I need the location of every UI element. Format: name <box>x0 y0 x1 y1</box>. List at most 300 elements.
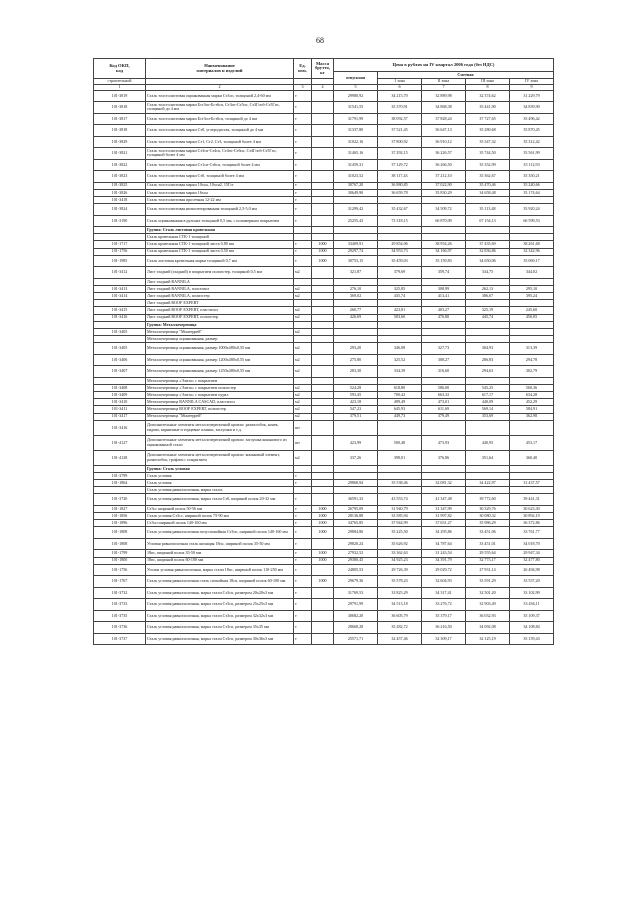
cell-unit: т <box>294 633 312 645</box>
table-row <box>94 377 554 384</box>
cell-price-supplier <box>334 321 378 328</box>
cell-code: 101-4128 <box>94 450 146 465</box>
cell-price-zone-2: 37 651,27 <box>422 520 466 527</box>
cell-price-zone-4: 35 159,43 <box>510 633 554 645</box>
cell-price-zone-1: 35 282,72 <box>378 622 422 634</box>
cell-price-zone-3 <box>466 487 510 494</box>
cell-unit: т <box>294 622 312 634</box>
table-row <box>94 413 554 420</box>
cell-code: 101-3733 <box>94 599 146 611</box>
cell-price-zone-1: 35 225,50 <box>378 527 422 539</box>
cell-name: Сталь оцинкованная в рулонах толщиной 0,5 мм, с полимерным покрытием <box>146 215 294 227</box>
cell-price-supplier: 275,80 <box>334 354 378 366</box>
cell-mass <box>312 102 334 114</box>
cell-price-supplier: 30767,20 <box>334 182 378 189</box>
cell-price-zone-4: 36 372,86 <box>510 520 554 527</box>
cell-price-zone-2: 38 954,26 <box>422 241 466 248</box>
cell-code: 101-3417 <box>94 413 146 420</box>
cell-code <box>94 234 146 241</box>
cell-price-zone-1: 38 092,57 <box>378 113 422 125</box>
table-row <box>94 125 554 137</box>
cell-price-zone-4 <box>510 328 554 335</box>
cell-mass <box>312 267 334 279</box>
cell-price-zone-2: 476,80 <box>422 314 466 321</box>
cell-code: 101-1856 <box>94 513 146 520</box>
cell-price-zone-2: 413,41 <box>422 293 466 300</box>
cell-price-zone-2: 316,60 <box>422 366 466 378</box>
cell-mass: 1000 <box>312 527 334 539</box>
cell-name: Сталь толстолистовая просечная 12-22 мм <box>146 196 294 203</box>
cell-price-supplier: 29820,24 <box>334 538 378 550</box>
cell-price-zone-2: 473,93 <box>422 435 466 450</box>
cell-price-zone-1: 346,08 <box>378 343 422 355</box>
cell-price-supplier: 24805,53 <box>334 564 378 576</box>
cell-unit: т <box>294 472 312 479</box>
cell-code: 101-3405 <box>94 343 146 355</box>
group-header-row <box>94 465 554 472</box>
table-row <box>94 550 554 557</box>
cell-price-zone-1: 334,39 <box>378 366 422 378</box>
table-row <box>94 354 554 366</box>
cell-price-zone-4: 29 947,34 <box>510 550 554 557</box>
cell-name: Сталь угловая <box>146 480 294 487</box>
cell-code: 101-1800 <box>94 557 146 564</box>
cell-price-supplier <box>334 328 378 335</box>
table-row <box>94 480 554 487</box>
cell-price-zone-3: 262,13 <box>466 285 510 292</box>
cell-price-zone-1: 325,85 <box>378 285 422 292</box>
cell-price-zone-4 <box>510 278 554 285</box>
cell-name: Лист гладкий RANNILA, пластизол <box>146 285 294 292</box>
cell-price-zone-1 <box>378 420 422 435</box>
cell-mass <box>312 189 334 196</box>
cell-price-supplier: 31769,53 <box>334 587 378 599</box>
cell-price-zone-1: 36 605,79 <box>378 610 422 622</box>
cell-price-supplier <box>334 278 378 285</box>
cell-price-zone-1: 645,93 <box>378 406 422 413</box>
cell-price-zone-4: 560,36 <box>510 384 554 391</box>
cell-unit: т <box>294 248 312 255</box>
cell-price-supplier: 28136,88 <box>334 513 378 520</box>
cell-mass: 1000 <box>312 241 334 248</box>
cell-code: 101-3412 <box>94 267 146 279</box>
cell-price-zone-4: 33 436,11 <box>510 599 554 611</box>
cell-code: 101-3826 <box>94 189 146 196</box>
cell-name: Сталь толстолистовая марки Ст0, углеродистая, толщиной до 4 мм <box>146 125 294 137</box>
cell-price-zone-3: 37 435,69 <box>466 241 510 248</box>
cell-unit: т <box>294 564 312 576</box>
cell-price-zone-1 <box>378 377 422 384</box>
zone-3-header: III зона <box>466 79 510 85</box>
cell-code: 101-3825 <box>94 182 146 189</box>
cell-name: Сталь угловая равнополочная, марка стали: <box>146 487 294 494</box>
cell-price-zone-3: 67 154,13 <box>466 215 510 227</box>
cell-unit <box>294 336 312 343</box>
cell-name: Сталь кровельная СТК-1 толщиной <box>146 234 294 241</box>
cell-price-zone-4: 362,98 <box>510 413 554 420</box>
cell-unit: т <box>294 148 312 160</box>
cell-price-zone-1: 700,42 <box>378 392 422 399</box>
cell-price-zone-4: 30 892,19 <box>510 513 554 520</box>
table-row <box>94 267 554 279</box>
cell-unit: т <box>294 196 312 203</box>
cell-price-zone-2 <box>422 420 466 435</box>
table-row <box>94 472 554 479</box>
cell-unit: т <box>294 494 312 506</box>
cell-price-zone-2: 32 889,98 <box>422 90 466 102</box>
cell-name: Сталь угловая равнополочная сталь спокойная 18сп, шириной полок 60-100 мм <box>146 576 294 588</box>
cell-price-zone-2: 359,74 <box>422 267 466 279</box>
cell-unit: т <box>294 189 312 196</box>
cell-mass <box>312 406 334 413</box>
cell-price-zone-1: 43 553,74 <box>378 494 422 506</box>
col-index: 6 <box>378 85 422 91</box>
cell-price-supplier: 30753,15 <box>334 255 378 267</box>
cell-name: Сталь толстолистовая марки Бст3пс-Бст6сп, Ст3пс-Ст5пс, Ст3Гпс6-Ст5Гпс, толщиной до 4 мм <box>146 102 294 114</box>
page-number: 68 <box>316 36 324 45</box>
cell-price-zone-4: 34 839,90 <box>510 102 554 114</box>
cell-name: Сталь угловая равнополочная полуспокойная Ст3пс, шириной полок 140-160 мм <box>146 527 294 539</box>
cell-code: 101-3418 <box>94 196 146 203</box>
cell-code: 101-3823 <box>94 171 146 183</box>
cell-mass <box>312 384 334 391</box>
col-index: 5 <box>334 85 378 91</box>
table-row <box>94 196 554 203</box>
cell-price-zone-3 <box>466 377 510 384</box>
cell-price-supplier: 369,02 <box>334 293 378 300</box>
table-row <box>94 494 554 506</box>
cell-price-zone-3: 35 280,68 <box>466 125 510 137</box>
cell-price-zone-1: 435,74 <box>378 293 422 300</box>
cell-mass <box>312 399 334 406</box>
table-row <box>94 399 554 406</box>
cell-unit: т <box>294 505 312 512</box>
cell-price-supplier: 29980,92 <box>334 90 378 102</box>
cell-code <box>94 465 146 472</box>
cell-name: Лист гладкий ROOF EXPERT, пластизол <box>146 307 294 314</box>
cell-price-zone-4: 313,39 <box>510 343 554 355</box>
cell-name: 18пс, шириной полок 35-50 мм <box>146 550 294 557</box>
cell-price-zone-3: 29 555,64 <box>466 550 510 557</box>
cell-unit: т <box>294 527 312 539</box>
cell-price-zone-3: 32 374,62 <box>466 90 510 102</box>
cell-price-zone-3: 35 441,90 <box>466 102 510 114</box>
cell-price-zone-3: 34 092,08 <box>466 622 510 634</box>
cell-price-zone-4 <box>510 472 554 479</box>
cell-name: Сталь толстолистовая марки Ст1сп-Ст6сп, толщиной более 4 мм <box>146 159 294 171</box>
price-table <box>93 58 554 645</box>
cell-price-zone-4: 34 108,84 <box>510 622 554 634</box>
cell-code: 101-3415 <box>94 307 146 314</box>
cell-mass <box>312 564 334 576</box>
cell-mass <box>312 171 334 183</box>
cell-price-zone-2 <box>422 336 466 343</box>
cell-mass <box>312 328 334 335</box>
cell-mass: 1000 <box>312 248 334 255</box>
cell-price-supplier: 25255,43 <box>334 215 378 227</box>
table-row <box>94 215 554 227</box>
price-table-container <box>93 58 553 645</box>
cell-unit: м2 <box>294 366 312 378</box>
table-row <box>94 420 554 435</box>
table-row <box>94 307 554 314</box>
cell-price-zone-4: 35 496,42 <box>510 113 554 125</box>
cell-price-supplier: 593,45 <box>334 392 378 399</box>
cell-price-zone-2 <box>422 300 466 307</box>
cell-price-zone-2: 36 647,13 <box>422 125 466 137</box>
cell-price-zone-4: 35 350,21 <box>510 171 554 183</box>
cell-code: 101-3720 <box>94 494 146 506</box>
col-index: 4 <box>312 85 334 91</box>
cell-price-zone-3: 569,14 <box>466 406 510 413</box>
cell-price-zone-4: 245,60 <box>510 307 554 314</box>
cell-price-zone-2: 32 309,17 <box>422 633 466 645</box>
cell-mass <box>312 480 334 487</box>
cell-unit <box>294 465 312 472</box>
cell-price-supplier: 426,69 <box>334 314 378 321</box>
table-row <box>94 450 554 465</box>
cell-mass: 1000 <box>312 550 334 557</box>
zone-2-header: II зона <box>422 79 466 85</box>
table-row <box>94 285 554 292</box>
table-row <box>94 90 554 102</box>
cell-price-supplier <box>334 234 378 241</box>
cell-price-zone-2 <box>422 234 466 241</box>
cell-price-zone-4 <box>510 300 554 307</box>
cell-price-zone-2: 35 159,83 <box>422 255 466 267</box>
cell-price-zone-4: 33 102,99 <box>510 587 554 599</box>
cell-price-zone-3 <box>466 278 510 285</box>
cell-unit: т <box>294 204 312 216</box>
cell-mass <box>312 321 334 328</box>
cell-price-zone-1: 398,01 <box>378 450 422 465</box>
cell-price-zone-2: 37 022,90 <box>422 182 466 189</box>
cell-price-supplier: 26795,09 <box>334 505 378 512</box>
cell-price-supplier <box>334 196 378 203</box>
cell-price-zone-3 <box>466 465 510 472</box>
col-unit-header: Ед. изм. <box>294 59 312 79</box>
cell-price-zone-4 <box>510 465 554 472</box>
cell-code: 101-3732 <box>94 587 146 599</box>
cell-price-zone-4: 33 761,77 <box>510 527 554 539</box>
cell-price-zone-1: 423,81 <box>378 307 422 314</box>
cell-mass <box>312 392 334 399</box>
cell-mass <box>312 633 334 645</box>
cell-price-zone-3: 325,19 <box>466 307 510 314</box>
table-row <box>94 241 554 248</box>
cell-price-zone-1 <box>378 328 422 335</box>
cell-code: 101-3413 <box>94 285 146 292</box>
cell-name: Сталь толстолистовая низколегированная толщиной 2,5-5,0 мм <box>146 204 294 216</box>
cell-code: 101-3407 <box>94 366 146 378</box>
cell-price-zone-2: 34 166,97 <box>422 248 466 255</box>
cell-price-zone-2: 586,00 <box>422 384 466 391</box>
cell-mass <box>312 622 334 634</box>
cell-price-zone-3: 37 727,65 <box>466 113 510 125</box>
cell-mass <box>312 148 334 160</box>
cell-name: Группа: Сталь угловая <box>146 465 294 472</box>
cell-price-zone-2: 31 243,54 <box>422 550 466 557</box>
cell-price-zone-3: 39 772,60 <box>466 494 510 506</box>
cell-price-zone-1: 499,49 <box>378 399 422 406</box>
cell-price-zone-2: 327,73 <box>422 343 466 355</box>
cell-price-zone-3: 34 650,06 <box>466 255 510 267</box>
cell-price-supplier: 337,26 <box>334 450 378 465</box>
col-estimate-header: Сметная <box>378 72 554 79</box>
cell-price-zone-1: 34 953,73 <box>378 248 422 255</box>
cell-price-zone-4: 30 623,30 <box>510 505 554 512</box>
col-index: 2 <box>146 85 294 91</box>
cell-price-supplier <box>334 300 378 307</box>
col-index: 3 <box>294 85 312 91</box>
cell-name: Металлочерепица «Элита» с покрытием полиэстер <box>146 384 294 391</box>
cell-price-zone-1: 33 585,94 <box>378 513 422 520</box>
cell-price-supplier <box>334 227 378 234</box>
cell-price-zone-2: 29 029,72 <box>422 564 466 576</box>
cell-name: Сталь угловая равнополочная, марка стали Ст3сп, размером 25х25х3 мм <box>146 599 294 611</box>
cell-name: Сталь угловая <box>146 472 294 479</box>
cell-name: Сталь угловая Ст3сс, шириной полок 75-90 мм <box>146 513 294 520</box>
cell-code: 101-3735 <box>94 610 146 622</box>
cell-code: 101-3818 <box>94 125 146 137</box>
table-row <box>94 610 554 622</box>
cell-name: Лист гладкий ROOF EXPERT, полиэстер <box>146 314 294 321</box>
cell-price-zone-1: 618,80 <box>378 384 422 391</box>
cell-code: 101-1827 <box>94 505 146 512</box>
cell-price-zone-2 <box>422 196 466 203</box>
cell-price-zone-2: 36 216,50 <box>422 622 466 634</box>
cell-name: Металлочерепица «Элита» с покрытием пурал <box>146 392 294 399</box>
cell-price-zone-2: 308,99 <box>422 285 466 292</box>
col-code-subheader: строительной <box>94 79 146 85</box>
cell-code: 101-1756 <box>94 248 146 255</box>
cell-mass <box>312 413 334 420</box>
cell-name: Металлочерепица ROOF EXPERT, полиэстер <box>146 406 294 413</box>
cell-code <box>94 336 146 343</box>
cell-name: Металлочерепица RANNILA CASCAD, пластизол <box>146 399 294 406</box>
cell-price-supplier: 29884,86 <box>334 527 378 539</box>
cell-price-zone-2: 37 828,24 <box>422 113 466 125</box>
cell-code: 101-3819 <box>94 90 146 102</box>
cell-price-zone-3: 440,95 <box>466 435 510 450</box>
zone-4-header: IV зона <box>510 79 554 85</box>
table-row <box>94 159 554 171</box>
cell-price-zone-4 <box>510 321 554 328</box>
cell-code <box>94 487 146 494</box>
cell-price-zone-2: 376,86 <box>422 450 466 465</box>
cell-unit <box>294 278 312 285</box>
cell-unit: м2 <box>294 406 312 413</box>
cell-price-zone-1: 35 626,92 <box>378 538 422 550</box>
table-row <box>94 171 554 183</box>
cell-code: 101-1808 <box>94 527 146 539</box>
cell-code <box>94 278 146 285</box>
cell-price-supplier: 29380,45 <box>334 557 378 564</box>
cell-price-zone-2: 35 830,29 <box>422 189 466 196</box>
cell-price-supplier: 30682,20 <box>334 610 378 622</box>
cell-price-zone-3: 32 773,17 <box>466 557 510 564</box>
table-row <box>94 505 554 512</box>
cell-code: 101-3799 <box>94 472 146 479</box>
cell-price-zone-3 <box>466 420 510 435</box>
cell-code <box>94 321 146 328</box>
cell-price-supplier: 29791,99 <box>334 599 378 611</box>
table-row <box>94 234 554 241</box>
cell-price-supplier: 31337,80 <box>334 125 378 137</box>
cell-mass <box>312 487 334 494</box>
cell-price-zone-2: 36 910,12 <box>422 136 466 148</box>
cell-mass <box>312 314 334 321</box>
cell-price-zone-3: 32 903,49 <box>466 599 510 611</box>
cell-unit <box>294 234 312 241</box>
cell-price-zone-2 <box>422 487 466 494</box>
cell-name: Лист гладкий ROOF EXPERT <box>146 300 294 307</box>
cell-price-zone-4: 452,29 <box>510 399 554 406</box>
cell-price-zone-4: 38 261,68 <box>510 241 554 248</box>
cell-price-zone-4: 26 494,98 <box>510 564 554 576</box>
cell-price-zone-2: 35 379,17 <box>422 610 466 622</box>
cell-code: 101-3824 <box>94 204 146 216</box>
cell-price-zone-4 <box>510 234 554 241</box>
cell-mass <box>312 435 334 450</box>
cell-name: Лист гладкий RANNILA <box>146 278 294 285</box>
cell-price-zone-4: 66 599,53 <box>510 215 554 227</box>
table-row <box>94 513 554 520</box>
cell-unit: т <box>294 113 312 125</box>
cell-price-supplier: 321,87 <box>334 267 378 279</box>
cell-unit: т <box>294 90 312 102</box>
cell-price-supplier <box>334 377 378 384</box>
cell-name: Группа: Сталь листовая кровельная <box>146 227 294 234</box>
cell-price-zone-3: 34 422,97 <box>466 480 510 487</box>
cell-mass <box>312 465 334 472</box>
cell-price-supplier: 31023,52 <box>334 171 378 183</box>
cell-mass <box>312 599 334 611</box>
table-row <box>94 278 554 285</box>
cell-code <box>94 377 146 384</box>
table-row <box>94 435 554 450</box>
cell-price-zone-3: 545,25 <box>466 384 510 391</box>
cell-unit: т <box>294 171 312 183</box>
table-row <box>94 328 554 335</box>
cell-price-zone-2: 32 604,93 <box>422 576 466 588</box>
cell-name: Сталь толстолистовая марки Ст3сп-Ст4сп, Ст4пс-Ст6пс, Ст4Гпс6-Ст5Гпс, толщиной более 4 мм <box>146 148 294 160</box>
cell-price-zone-3: 30 329,76 <box>466 505 510 512</box>
cell-price-supplier: 547,23 <box>334 406 378 413</box>
cell-price-supplier <box>334 465 378 472</box>
cell-price-zone-3: 617,17 <box>466 392 510 399</box>
cell-price-zone-2: 34 295,86 <box>422 527 466 539</box>
cell-code: 101-3408 <box>94 384 146 391</box>
cell-price-zone-1 <box>378 465 422 472</box>
cell-price-zone-4: 35 174,64 <box>510 189 554 196</box>
cell-unit: шт <box>294 420 312 435</box>
cell-price-zone-2: 663,32 <box>422 392 466 399</box>
cell-price-zone-1: 35 459,03 <box>378 255 422 267</box>
cell-price-zone-2: 31 997,82 <box>422 513 466 520</box>
table-row <box>94 633 554 645</box>
cell-mass <box>312 472 334 479</box>
cell-mass <box>312 307 334 314</box>
cell-code: 101-1799 <box>94 550 146 557</box>
cell-unit: т <box>294 557 312 564</box>
group-header-row <box>94 321 554 328</box>
cell-price-zone-1: 500,48 <box>378 435 422 450</box>
cell-code: 101-3822 <box>94 159 146 171</box>
cell-mass <box>312 90 334 102</box>
cell-price-zone-3: 35 986,29 <box>466 520 510 527</box>
cell-price-zone-2: 473,01 <box>422 399 466 406</box>
